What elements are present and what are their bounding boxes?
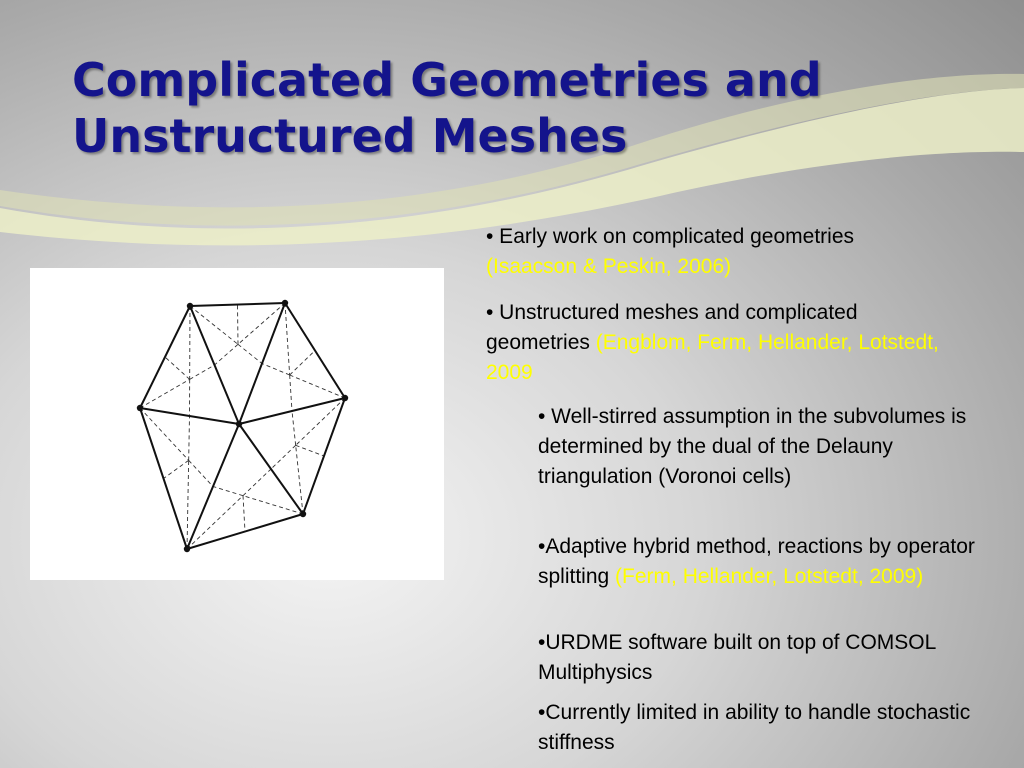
dual-edge: [296, 398, 345, 445]
mesh-edge: [239, 398, 345, 424]
subbullet-text: •Adaptive hybrid method, reactions by operator splitting: [538, 535, 975, 588]
mesh-edge: [187, 424, 239, 549]
mesh-edge: [187, 514, 303, 549]
mesh-node: [184, 546, 190, 552]
dual-edge: [213, 487, 243, 496]
mesh-node: [137, 405, 143, 411]
dual-edge: [285, 303, 290, 375]
mesh-node: [282, 300, 288, 306]
subbullet-citation: (Ferm, Hellander, Lotstedt, 2009): [615, 565, 924, 588]
mesh-edge: [140, 408, 187, 549]
subbullet-text: •URDME software built on top of COMSOL Multiphysics: [538, 631, 936, 684]
mesh-edge: [239, 303, 285, 424]
mesh-edge: [285, 303, 345, 398]
mesh-node: [300, 511, 306, 517]
dual-edge: [189, 460, 213, 486]
mesh-edge: [303, 398, 345, 514]
dual-edge: [290, 351, 315, 376]
mesh-node: [236, 421, 242, 427]
dual-edge: [238, 305, 239, 345]
bullet-citation: (Isaacson & Peskin, 2006): [486, 255, 732, 278]
dual-edge: [215, 344, 239, 365]
dual-edge: [164, 460, 189, 478]
dual-edge: [243, 496, 303, 514]
bullet-text: • Early work on complicated geometries: [486, 225, 855, 248]
bullet-text: • Unstructured meshes and complicated geometries: [486, 301, 858, 354]
mesh-node: [187, 303, 193, 309]
dual-edge: [243, 469, 271, 496]
bullet-citation: (Engblom, Ferm, Hellander, Lotstedt, 2009: [486, 331, 939, 384]
mesh-diagram: [30, 268, 444, 580]
dual-edge: [189, 416, 190, 460]
subbullet-text: •Currently limited in ability to handle stochastic stiffness: [538, 701, 971, 754]
dual-edge: [187, 460, 189, 549]
dual-edge: [165, 357, 190, 379]
dual-edge: [262, 364, 290, 376]
dual-edge: [238, 344, 262, 363]
dual-edge: [140, 408, 189, 460]
dual-edge: [190, 365, 215, 379]
dual-edge: [271, 445, 296, 469]
subbullet-text: • Well-stirred assumption in the subvolumes is determined by the dual of the Delauny triangulation (Voronoi cells): [538, 405, 967, 488]
mesh-svg: [30, 268, 444, 580]
mesh-edge: [239, 424, 303, 514]
slide-title-line-2: Unstructured Meshes: [72, 109, 628, 163]
mesh-node: [342, 395, 348, 401]
mesh-edge: [140, 306, 190, 408]
dual-edge: [292, 411, 296, 445]
mesh-edge: [190, 306, 239, 424]
dual-edge: [296, 445, 324, 456]
dual-edge: [243, 496, 245, 532]
slide-title: [72, 52, 972, 164]
slide-title-line-1: Complicated Geometries and: [72, 53, 822, 107]
dual-edge: [290, 375, 292, 411]
